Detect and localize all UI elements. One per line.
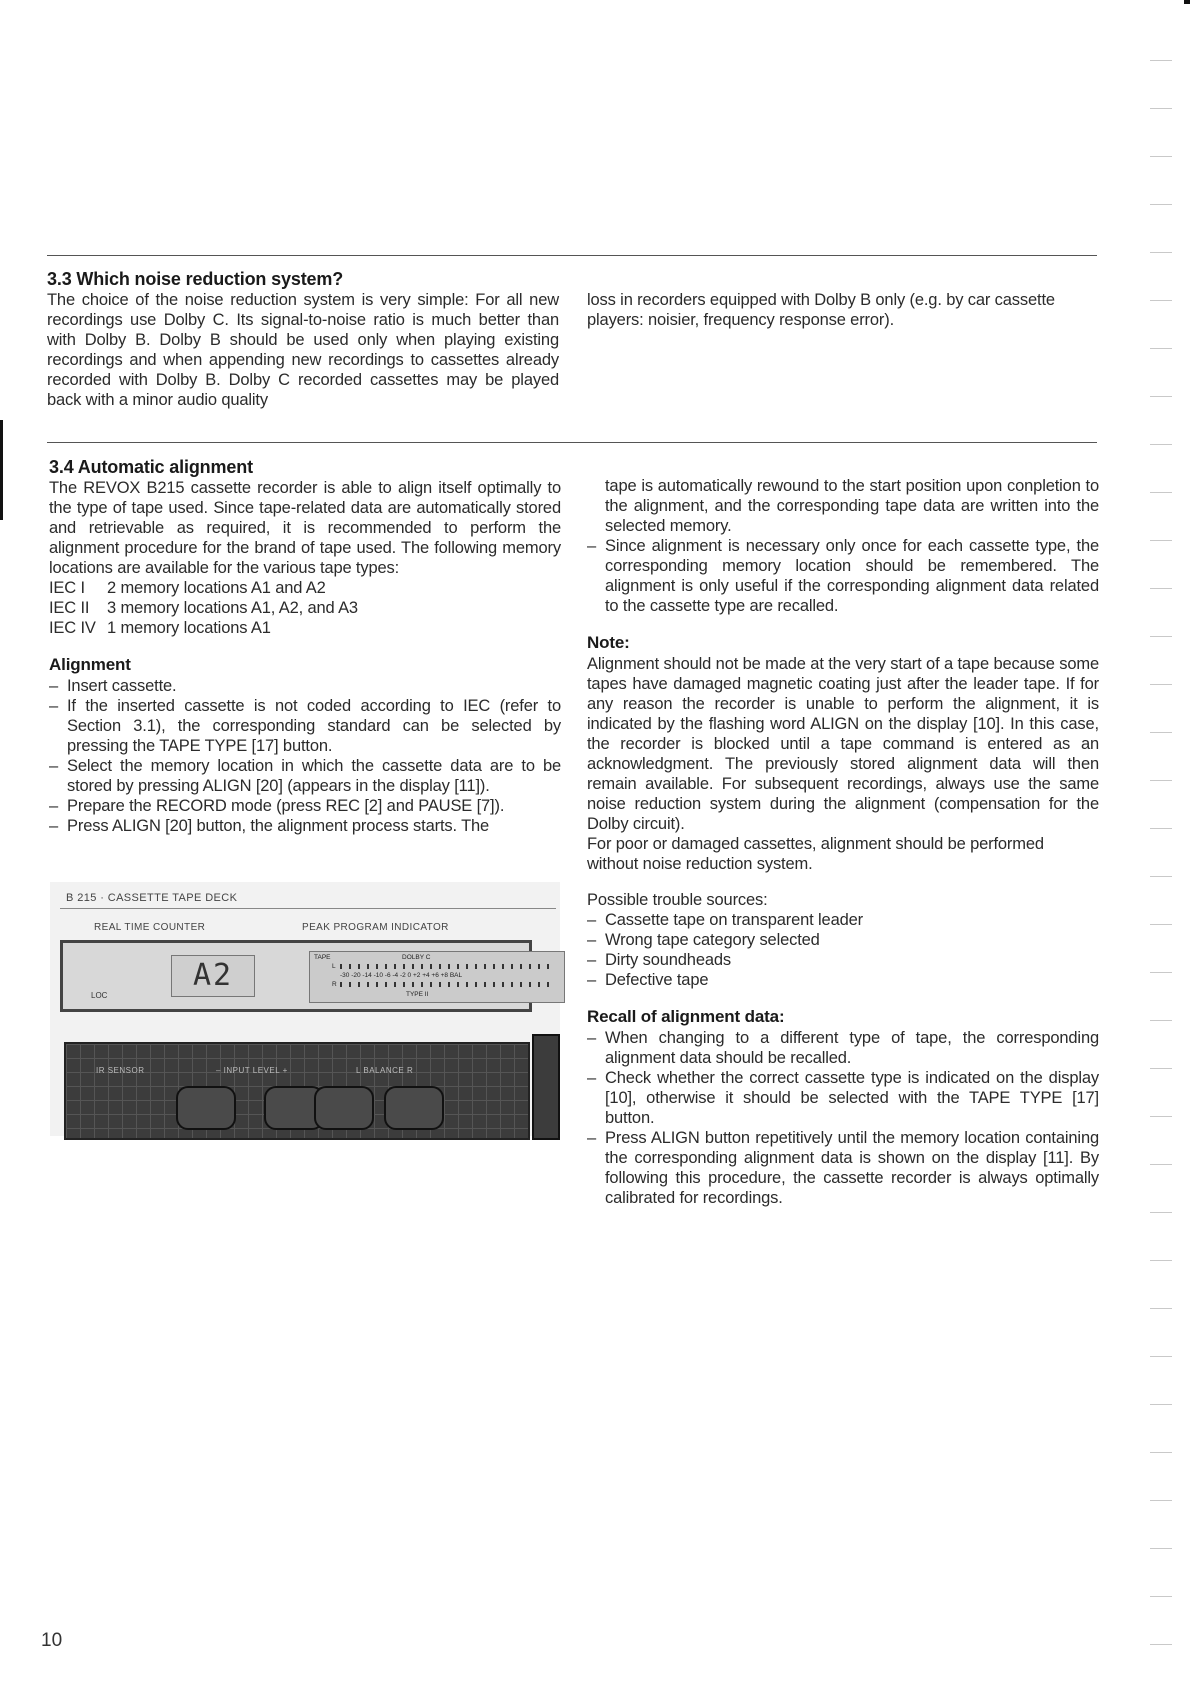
recall-step: – Check whether the correct cassette type is indicated on the display [10], otherwise it should be selected with the TAPE TYPE [17] button. xyxy=(587,1068,1099,1128)
alignment-step: – Since alignment is necessary only once for each cassette type, the corresponding memory location should be remembered. The alignment is only useful if the corresponding alignment data related to the cassette type are recalled. xyxy=(587,536,1099,616)
margin-tick xyxy=(1150,636,1172,637)
memory-desc: 1 memory locations A1 xyxy=(107,619,271,637)
recall-heading: Recall of alignment data: xyxy=(587,1007,785,1026)
margin-tick xyxy=(1150,108,1172,109)
recall-step: – Press ALIGN button repetitively until the memory location containing the corresponding alignment data is shown on the display [11]. By following this procedure, the cassette recorder is always optimally calibrated for recordings. xyxy=(587,1128,1099,1208)
margin-tick xyxy=(1150,1308,1172,1309)
ir-sensor-label: IR SENSOR xyxy=(96,1066,145,1075)
memory-row xyxy=(49,578,561,598)
alignment-step: – Select the memory location in which the cassette data are to be stored by pressing ALIGN [20] (appears in the display [11]). xyxy=(49,756,561,796)
meter-scale: -30 -20 -14 -10 -6 -4 -2 0 +2 +4 +6 +8 BAL xyxy=(340,972,463,979)
input-level-label: – INPUT LEVEL + xyxy=(216,1066,288,1075)
alignment-step: – If the inserted cassette is not coded according to IEC (refer to Section 3.1), the corresponding standard can be selected by pressing the TAPE TYPE [17] button. xyxy=(49,696,561,756)
scan-corner-mark xyxy=(1184,0,1190,4)
meter-bar-right xyxy=(340,982,552,987)
counter-display: A2 xyxy=(171,955,255,997)
margin-tick xyxy=(1150,1020,1172,1021)
section-divider xyxy=(47,442,1097,443)
margin-tick xyxy=(1150,588,1172,589)
margin-tick xyxy=(1150,540,1172,541)
cassette-deck-illustration xyxy=(50,882,560,1136)
note-text-2: For poor or damaged cassettes, alignment should be performed without noise reduction system. xyxy=(587,835,1044,873)
margin-tick xyxy=(1150,876,1172,877)
section-3-4-intro: The REVOX B215 cassette recorder is able to align itself optimally to the type of tape used. Since tape-related data are automatically stored and retrievable as required, it is recommended to perform the alignment procedure for the brand of tape used. The following memory locations are available for the various tape types: xyxy=(49,479,561,577)
control-panel xyxy=(64,1042,530,1140)
balance-knob xyxy=(384,1086,444,1130)
scan-edge-bar xyxy=(0,420,3,520)
margin-tick xyxy=(1150,1068,1172,1069)
margin-tick xyxy=(1150,1356,1172,1357)
section-3-3-left-column xyxy=(47,268,559,410)
memory-desc: 3 memory locations A1, A2, and A3 xyxy=(107,599,358,617)
alignment-step: – Press ALIGN [20] button, the alignment process starts. The xyxy=(49,816,561,836)
memory-type: IEC II xyxy=(49,599,90,617)
margin-tick xyxy=(1150,828,1172,829)
recall-step: – When changing to a different type of tape, the corresponding alignment data should be recalled. xyxy=(587,1028,1099,1068)
model-label: B 215 · CASSETTE TAPE DECK xyxy=(66,892,238,904)
memory-type: IEC IV xyxy=(49,619,96,637)
margin-tick xyxy=(1150,1404,1172,1405)
alignment-continuation: tape is automatically rewound to the start position upon conpletion to the alignment, and the corresponding tape data are written into the selected memory. xyxy=(605,477,1099,535)
meter-label: PEAK PROGRAM INDICATOR xyxy=(302,922,449,933)
trouble-item: – Dirty soundheads xyxy=(587,950,1099,970)
loc-label: LOC xyxy=(91,991,108,1000)
margin-tick xyxy=(1150,972,1172,973)
margin-tick xyxy=(1150,780,1172,781)
margin-tick xyxy=(1150,684,1172,685)
margin-tick xyxy=(1150,1116,1172,1117)
meter-type-label: TYPE II xyxy=(406,991,429,998)
section-3-4-right-column xyxy=(587,476,1099,1208)
balance-label: L BALANCE R xyxy=(356,1066,414,1075)
note-heading: Note: xyxy=(587,633,630,652)
memory-row xyxy=(49,618,561,638)
section-divider xyxy=(47,255,1097,256)
margin-tick xyxy=(1150,204,1172,205)
margin-tick xyxy=(1150,1596,1172,1597)
margin-tick xyxy=(1150,156,1172,157)
alignment-step: – Prepare the RECORD mode (press REC [2] and PAUSE [7]). xyxy=(49,796,561,816)
side-handle xyxy=(532,1034,560,1140)
trouble-item: – Defective tape xyxy=(587,970,1099,990)
peak-meter xyxy=(309,951,565,1003)
margin-tick xyxy=(1150,492,1172,493)
margin-tick xyxy=(1150,924,1172,925)
margin-tick xyxy=(1150,1644,1172,1645)
margin-tick xyxy=(1150,1500,1172,1501)
section-3-3-text-continued: loss in recorders equipped with Dolby B only (e.g. by car cassette players: noisier, frequency response error). xyxy=(587,291,1055,329)
memory-desc: 2 memory locations A1 and A2 xyxy=(107,579,326,597)
balance-knob xyxy=(314,1086,374,1130)
section-3-4-heading: 3.4 Automatic alignment xyxy=(49,457,253,477)
memory-row xyxy=(49,598,561,618)
note-text: Alignment should not be made at the very start of a tape because some tapes have damaged magnetic coating just after the leader tape. If for any reason the recorder is unable to perform the alignment, it is indicated by the flashing word ALIGN on the display [10]. In this case, the recorder is blocked until a tape command is entered as an acknowledgment. The previously stored alignment data will then remain available. For subsequent recordings, always use the same noise reduction system during the alignment (compensation for the Dolby circuit). xyxy=(587,655,1099,833)
margin-tick xyxy=(1150,396,1172,397)
section-3-3-text: The choice of the noise reduction system is very simple: For all new recordings use Dolby C. Its signal-to-noise ratio is much better than with Dolby B. Dolby B should be used only when playing existing recordings and when appending new recordings to cassettes already recorded with Dolby B. Dolby C recorded cassettes may be played back with a minor audio quality xyxy=(47,291,559,409)
panel-line xyxy=(60,908,556,909)
section-3-3-heading: 3.3 Which noise reduction system? xyxy=(47,269,344,289)
margin-tick xyxy=(1150,252,1172,253)
meter-r-label: R xyxy=(332,981,337,988)
trouble-intro: Possible trouble sources: xyxy=(587,891,768,909)
counter-label: REAL TIME COUNTER xyxy=(94,922,206,933)
section-3-4-left-column xyxy=(49,456,561,836)
margin-tick xyxy=(1150,444,1172,445)
alignment-step: – Insert cassette. xyxy=(49,676,561,696)
margin-tick xyxy=(1150,1212,1172,1213)
alignment-heading: Alignment xyxy=(49,655,131,674)
meter-l-label: L xyxy=(332,963,336,970)
meter-dolby-label: DOLBY C xyxy=(402,954,431,961)
meter-bar-left xyxy=(340,964,552,969)
section-3-3-right-column xyxy=(587,290,1099,330)
input-level-knob xyxy=(176,1086,236,1130)
margin-tick xyxy=(1150,1260,1172,1261)
margin-tick xyxy=(1150,1548,1172,1549)
margin-tick xyxy=(1150,1452,1172,1453)
memory-type: IEC I xyxy=(49,579,85,597)
display-window xyxy=(60,940,532,1012)
page-number: 10 xyxy=(41,1630,63,1651)
margin-tick xyxy=(1150,60,1172,61)
margin-tick xyxy=(1150,348,1172,349)
meter-tape-label: TAPE xyxy=(314,954,331,961)
margin-tick xyxy=(1150,300,1172,301)
trouble-item: – Wrong tape category selected xyxy=(587,930,1099,950)
margin-tick xyxy=(1150,1164,1172,1165)
trouble-item: – Cassette tape on transparent leader xyxy=(587,910,1099,930)
margin-tick xyxy=(1150,732,1172,733)
